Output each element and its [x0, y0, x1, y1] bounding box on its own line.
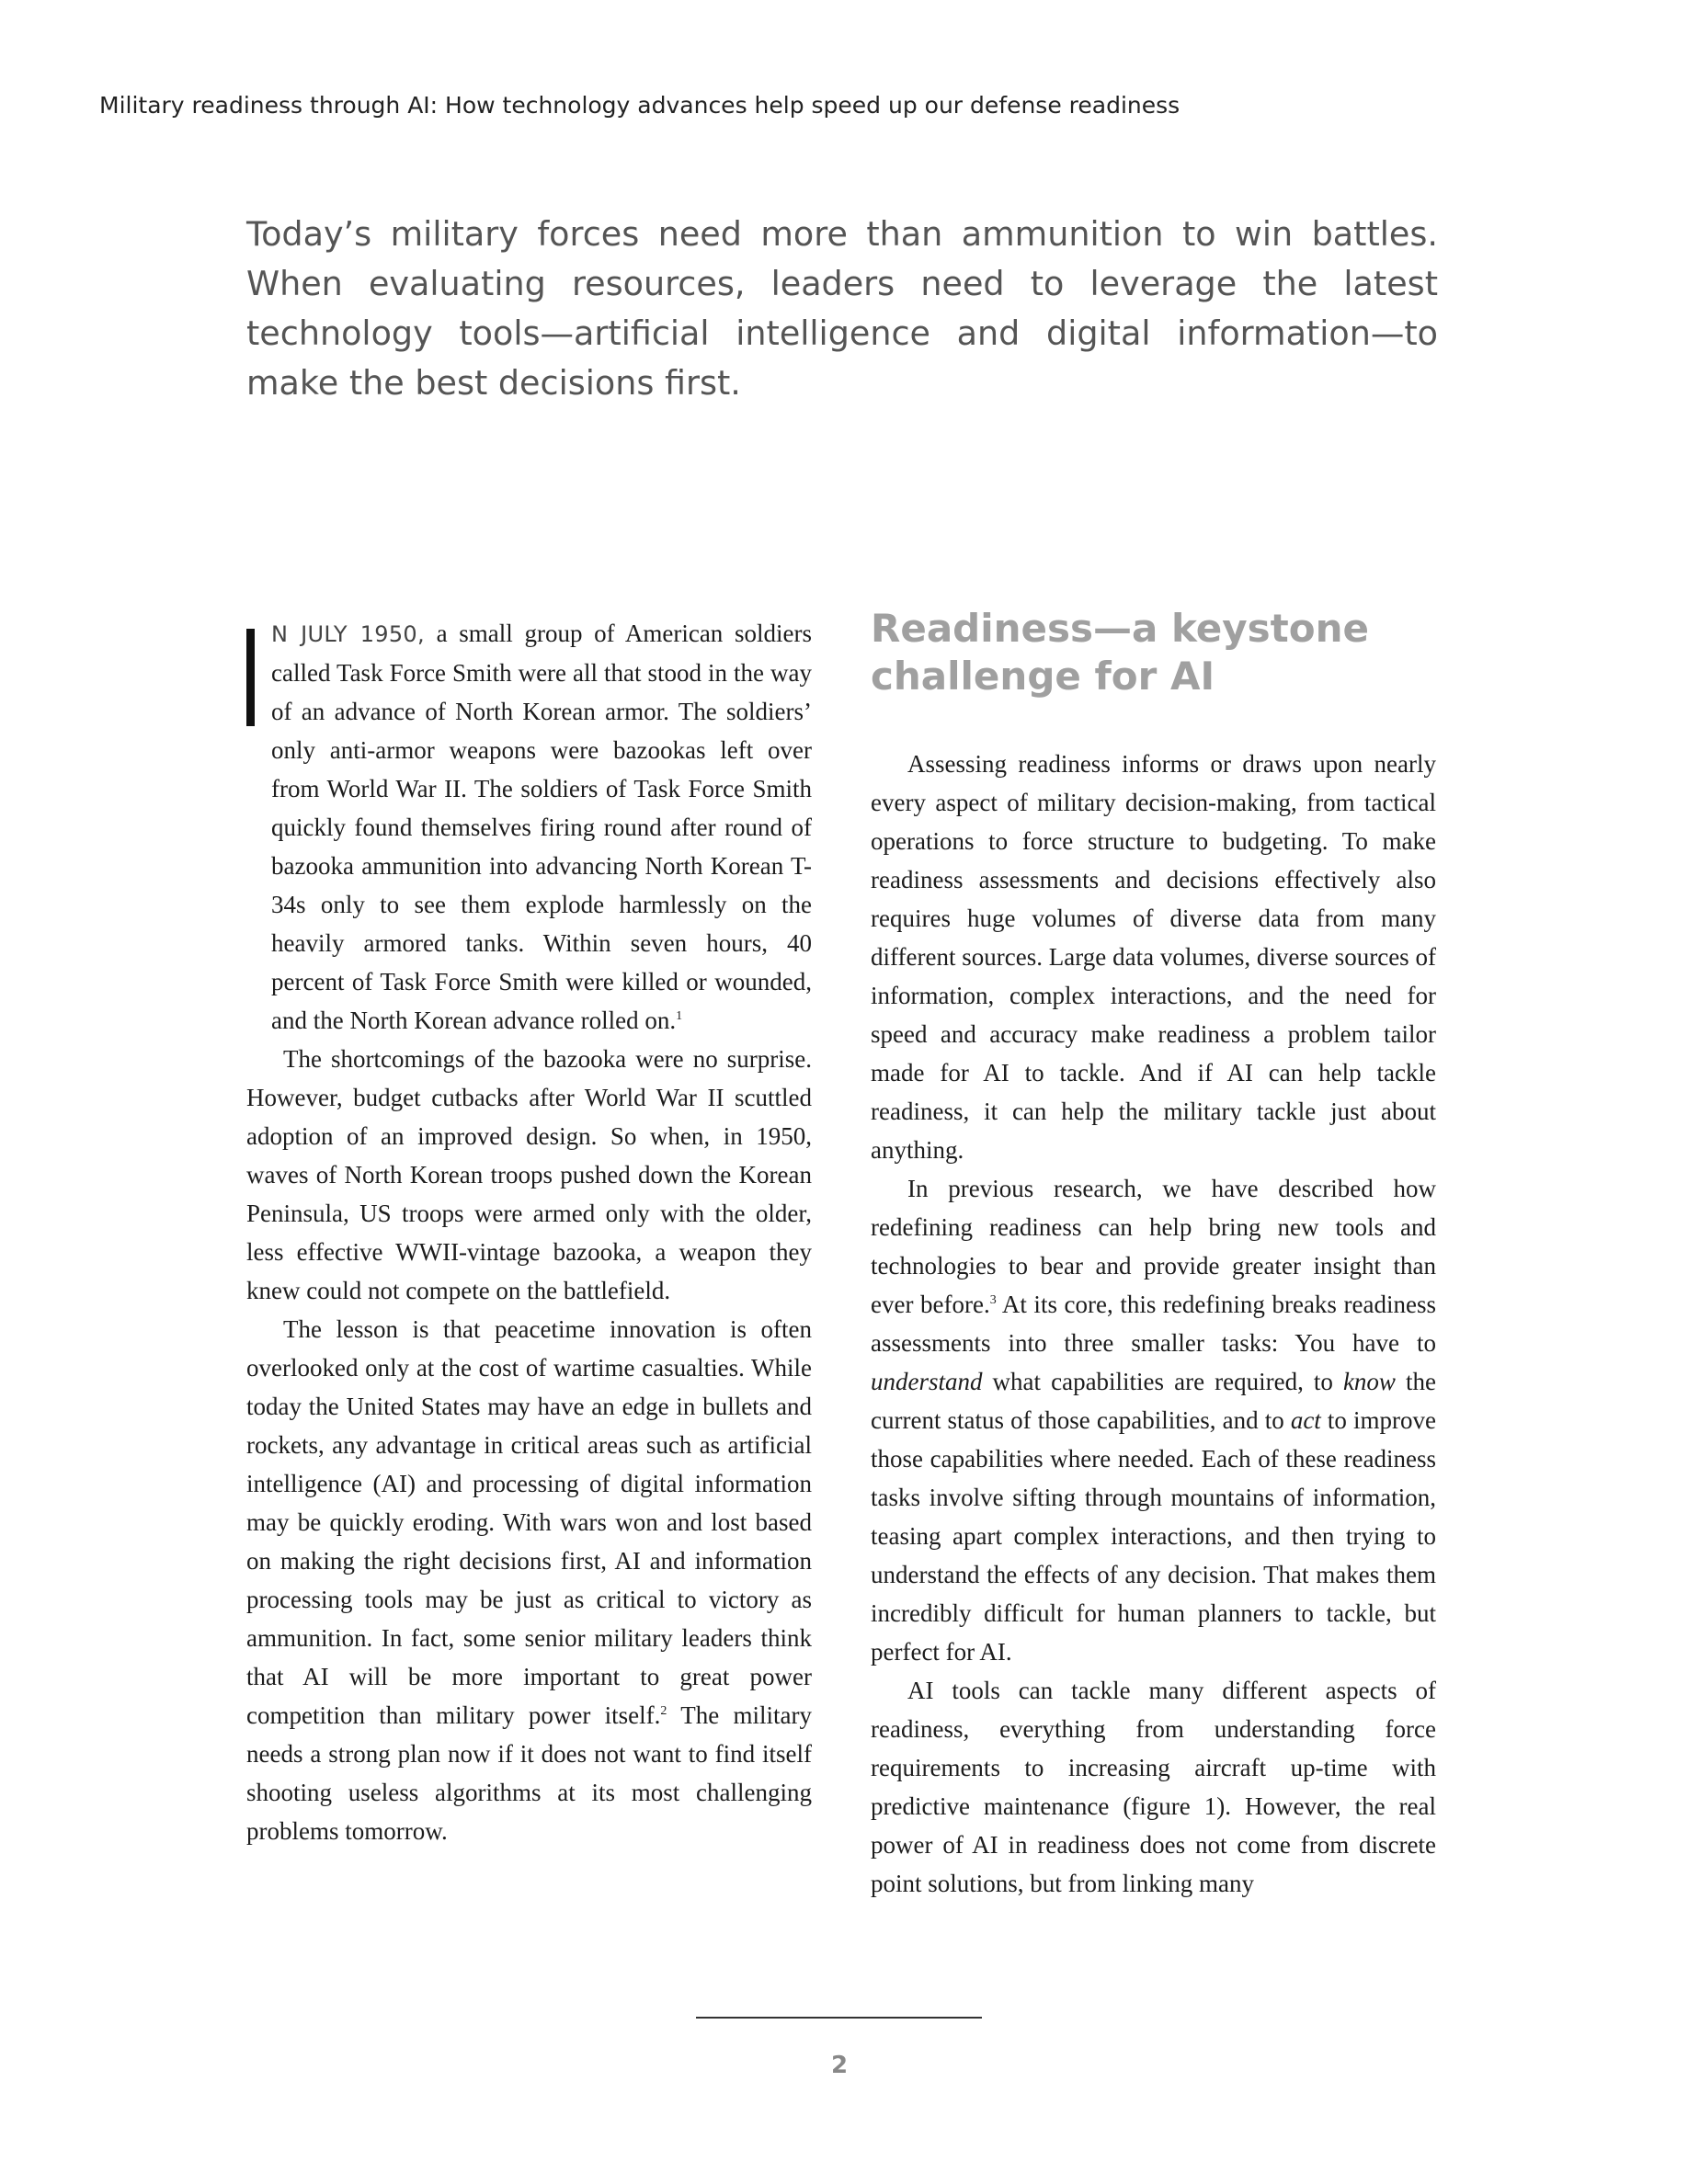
footnote-ref-3: 3 [989, 1293, 997, 1307]
paragraph-5-text-a: In previous research, we have described how redefining readiness can help bring new tools and technologies to bear and provide greater insight than ever before. [871, 1175, 1436, 1318]
lead-in-text: N JULY 1950, [271, 621, 425, 647]
opening-block [246, 614, 812, 1040]
running-header: Military readiness through AI: How technology advances help speed up our defense readiness [99, 92, 1180, 119]
page-number: 2 [830, 2052, 849, 2079]
paragraph-5 [871, 1169, 1436, 1671]
emphasis-act: act [1290, 1406, 1321, 1434]
paragraph-5-text-e: to improve those capabilities where needed. Each of these readiness tasks involve sifting through mountains of information, teasing apart complex interactions, and then trying to understand the effects of any decision. That makes them incredibly difficult for human planners to tackle, but perfect for AI. [871, 1406, 1437, 1666]
emphasis-understand: understand [871, 1368, 983, 1395]
footnote-ref-1: 1 [676, 1009, 683, 1023]
drop-cap-i [246, 629, 255, 726]
footnote-ref-2: 2 [660, 1704, 667, 1718]
paragraph-5-text-c: what capabilities are required, to [982, 1368, 1343, 1395]
paragraph-1-text: a small group of American soldiers called Task Force Smith were all that stood in the way of an advance of North Korean armor. The soldiers’ only anti-armor weapons were bazookas left over from World War II. The soldiers of Task Force Smith quickly found themselves firing round after round of bazooka ammunition into advancing North Korean T-34s only to see them explode harmlessly on the heavily armored tanks. Within seven hours, 40 percent of Task Force Smith were killed or wounded, and the North Korean advance rolled on. [271, 620, 812, 1034]
footer-divider [696, 2017, 982, 2019]
paragraph-2: The shortcomings of the bazooka were no surprise. However, budget cutbacks after World War II scuttled adoption of an improved design. So when, in 1950, waves of North Korean troops pushed down the Korean Peninsula, US troops were armed only with the older, less effective WWII-vintage bazooka, a weapon they knew could not compete on the battlefield. [246, 1045, 812, 1304]
paragraph-5-text-d: the current status of those capabilities, and to [871, 1368, 1436, 1434]
left-column [246, 614, 812, 1850]
right-column [871, 605, 1436, 1903]
intro-paragraph: Today’s military forces need more than ammunition to win battles. When evaluating resources, leaders need to leverage the latest technology tools—artificial intelligence and digital information—to make the best decisions first. [246, 214, 1438, 403]
paragraph-3 [246, 1310, 812, 1850]
paragraph-4: Assessing readiness informs or draws upon nearly every aspect of military decision-making, from tactical operations to force structure to budgeting. To make readiness assessments and decisions effectively also requires huge volumes of diverse data from many different sources. Large data volumes, diverse sources of information, complex interactions, and the need for speed and accuracy make readiness a problem tailor made for AI to tackle. And if AI can help tackle readiness, it can help the military tackle just about anything. [871, 750, 1436, 1164]
paragraph-1 [246, 614, 812, 1040]
paragraph-5-text-b: At its core, this redefining breaks readiness assessments into three smaller tasks: You have to [871, 1291, 1436, 1357]
paragraph-6: AI tools can tackle many different aspects of readiness, everything from understanding force requirements to increasing aircraft up-time with predictive maintenance (figure 1). However, the real power of AI in readiness does not come from discrete point solutions, but from linking many [871, 1677, 1436, 1897]
section-heading: Readiness—a keystone challenge for AI [871, 606, 1369, 699]
emphasis-know: know [1342, 1368, 1396, 1395]
paragraph-3-text-b: The military needs a strong plan now if it does not want to find itself shooting useless algorithms at its most challenging problems tomorrow. [246, 1701, 812, 1845]
paragraph-3-text-a: The lesson is that peacetime innovation is often overlooked only at the cost of wartime casualties. While today the United States may have an edge in bullets and rockets, any advantage in critical areas such as artificial intelligence (AI) and processing of digital information may be quickly eroding. With wars won and lost based on making the right decisions first, AI and information processing tools may be just as critical to victory as ammunition. In fact, some senior military leaders think that AI will be more important to great power competition than military power itself. [246, 1315, 812, 1729]
